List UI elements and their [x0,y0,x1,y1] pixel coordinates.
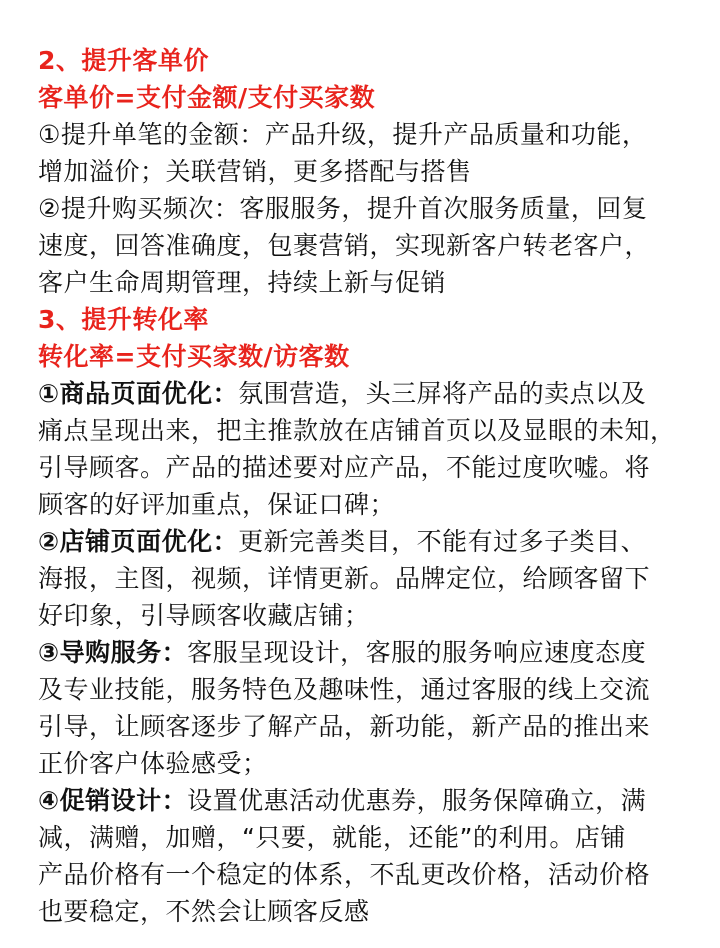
item-1-line: 痛点呈现出来，把主推款放在店铺首页以及显眼的未知， [38,416,676,445]
section-2-paragraph-1-line: 增加溢价；关联营销，更多搭配与搭售 [38,157,472,186]
item-1-line: 顾客的好评加重点，保证口碑； [38,490,396,519]
section-2-formula: 客单价=支付金额/支付买家数 [38,83,376,112]
section-2-paragraph-2-line: 速度，回答准确度，包裹营销，实现新客户转老客户， [38,231,651,260]
item-3-line: 及专业技能，服务特色及趣味性，通过客服的线上交流 [38,675,651,704]
section-2-heading: 2、提升客单价 [38,46,209,75]
item-1-first-line [38,375,698,412]
section-2-paragraph-2-line: 客户生命周期管理，持续上新与促销 [38,268,447,297]
item-4-line: 也要稳定，不然会让顾客反感 [38,897,370,926]
item-2-line: 好印象，引导顾客收藏店铺； [38,601,370,630]
item-4-title: ④促销设计： [38,786,188,815]
item-3-first-text: 客服呈现设计，客服的服务响应速度态度 [187,638,647,667]
section-2-paragraph-1-line: ①提升单笔的金额：产品升级，提升产品质量和功能， [38,120,648,149]
item-3-line: 正价客户体验感受； [38,749,268,778]
item-3-first-line [38,634,698,671]
item-2-first-line [38,523,698,560]
item-2-line: 海报，主图，视频，详情更新。品牌定位，给顾客留下 [38,564,651,593]
item-2-first-text: 更新完善类目，不能有过多子类目、 [238,527,647,556]
item-1-line: 引导顾客。产品的描述要对应产品，不能过度吹嘘。将 [38,453,651,482]
section-3-heading: 3、提升转化率 [38,305,209,334]
section-3-formula: 转化率=支付买家数/访客数 [38,342,350,371]
item-1-first-text: 氛围营造，头三屏将产品的卖点以及 [238,379,647,408]
item-4-first-line [38,782,698,819]
article-body [38,42,698,930]
item-4-line: 减，满赠，加赠，“只要，就能，还能”的利用。店铺 [38,823,626,852]
item-4-line: 产品价格有一个稳定的体系，不乱更改价格，活动价格 [38,860,651,889]
section-2-paragraph-2-line: ②提升购买频次：客服服务，提升首次服务质量，回复 [38,194,648,223]
item-4-first-text: 设置优惠活动优惠券，服务保障确立，满 [187,786,647,815]
item-3-title: ③导购服务： [38,638,188,667]
item-2-title: ②店铺页面优化： [38,527,239,556]
item-1-title: ①商品页面优化： [38,379,239,408]
item-3-line: 引导，让顾客逐步了解产品，新功能，新产品的推出来 [38,712,651,741]
